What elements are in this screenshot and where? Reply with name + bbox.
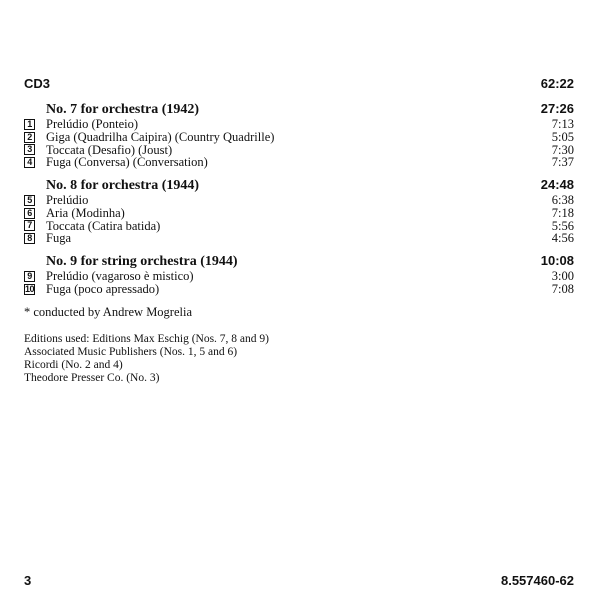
track-number: 3 bbox=[24, 144, 35, 155]
work-title-row bbox=[24, 177, 574, 194]
catalog-number: 8.557460-62 bbox=[500, 573, 574, 588]
work-title: No. 8 for orchestra (1944) bbox=[46, 178, 200, 193]
track-title: Fuga (poco apressado) bbox=[46, 281, 160, 296]
work-section bbox=[24, 101, 574, 169]
track-row bbox=[24, 283, 574, 296]
work-section bbox=[24, 177, 574, 245]
track-number: 6 bbox=[24, 208, 35, 219]
track-time: 7:13 bbox=[551, 117, 574, 131]
track-time: 7:18 bbox=[551, 205, 574, 220]
editions-line: Theodore Presser Co. (No. 3) bbox=[24, 372, 160, 384]
track-number: 7 bbox=[24, 220, 35, 231]
track-number: 2 bbox=[24, 132, 35, 143]
track-title: Giga (Quadrilha Caipira) (Country Quadrille) bbox=[46, 129, 275, 144]
track-row bbox=[24, 131, 574, 144]
track-title: Fuga bbox=[46, 231, 71, 246]
track-time: 7:37 bbox=[551, 155, 574, 170]
track-row bbox=[24, 270, 574, 283]
track-row bbox=[24, 220, 574, 233]
track-row bbox=[24, 118, 574, 131]
track-number: 4 bbox=[24, 157, 35, 168]
track-time: 5:05 bbox=[551, 129, 574, 144]
work-title: No. 7 for orchestra (1942) bbox=[46, 102, 200, 117]
editions-list bbox=[24, 333, 269, 385]
track-title: Prelúdio (Ponteio) bbox=[46, 117, 139, 131]
work-duration: 27:26 bbox=[540, 101, 574, 116]
work-duration: 10:08 bbox=[540, 253, 574, 268]
track-title: Prelúdio bbox=[46, 193, 89, 207]
track-row bbox=[24, 194, 574, 207]
track-title: Aria (Modinha) bbox=[46, 205, 125, 220]
track-number: 10 bbox=[25, 283, 35, 294]
track-title: Toccata (Catira batida) bbox=[46, 218, 161, 233]
track-time: 7:30 bbox=[551, 142, 574, 157]
track-title: Fuga (Conversa) (Conversation) bbox=[46, 155, 208, 170]
conductor-note: * conducted by Andrew Mogrelia bbox=[24, 305, 193, 319]
track-row bbox=[24, 207, 574, 220]
track-number: 1 bbox=[24, 119, 35, 130]
disc-total-time: 62:22 bbox=[540, 76, 574, 91]
track-time: 7:08 bbox=[551, 281, 574, 296]
disc-label: CD3 bbox=[24, 76, 51, 91]
track-time: 5:56 bbox=[551, 218, 574, 233]
work-section bbox=[24, 253, 574, 296]
disc-header bbox=[24, 76, 574, 91]
track-number: 5 bbox=[24, 195, 35, 206]
editions-line: Ricordi (No. 2 and 4) bbox=[24, 359, 123, 371]
work-title: No. 9 for string orchestra (1944) bbox=[46, 254, 238, 269]
track-time: 4:56 bbox=[551, 231, 574, 246]
page-footer bbox=[24, 573, 574, 588]
track-time: 3:00 bbox=[551, 269, 574, 283]
page-number: 3 bbox=[24, 573, 32, 588]
work-title-row bbox=[24, 253, 574, 270]
track-row bbox=[24, 156, 574, 169]
track-number: 9 bbox=[24, 271, 35, 282]
editions-line: Associated Music Publishers (Nos. 1, 5 and 6) bbox=[24, 346, 238, 358]
work-duration: 24:48 bbox=[540, 177, 574, 192]
track-time: 6:38 bbox=[551, 193, 574, 207]
track-title: Prelúdio (vagaroso è mistico) bbox=[46, 269, 194, 283]
track-title: Toccata (Desafio) (Joust) bbox=[46, 142, 173, 157]
track-number: 8 bbox=[24, 233, 35, 244]
track-row bbox=[24, 232, 574, 245]
work-title-row bbox=[24, 101, 574, 118]
editions-line: Editions used: Editions Max Eschig (Nos. 7, 8 and 9) bbox=[24, 333, 269, 345]
